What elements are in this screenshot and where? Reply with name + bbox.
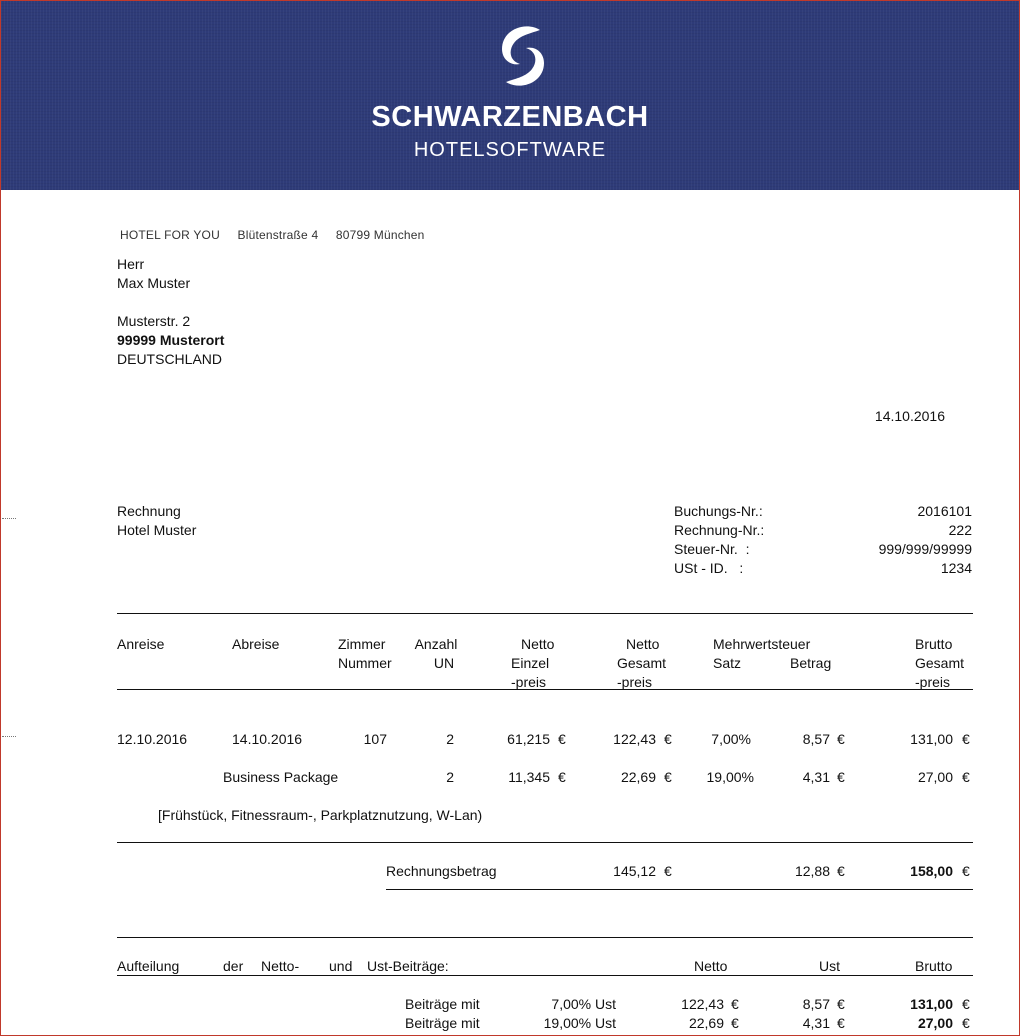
sender-hotel: HOTEL FOR YOU	[120, 228, 220, 242]
recipient-salutation: Herr	[117, 256, 145, 272]
sender-street: Blütenstraße 4	[237, 228, 319, 242]
table-top-rule	[117, 613, 973, 614]
header-arrival: Anreise	[117, 636, 165, 652]
breakdown-heading: der	[223, 958, 244, 974]
header-vat: Mehrwertsteuer	[713, 636, 811, 652]
table-header-rule	[117, 689, 973, 690]
currency-symbol: €	[664, 769, 672, 785]
header-gross: Brutto	[915, 636, 953, 652]
total-net: 145,12	[613, 863, 656, 879]
swirl-logo-icon	[496, 23, 550, 89]
meta-value: 222	[948, 522, 972, 538]
currency-symbol: €	[837, 996, 845, 1012]
recipient-city: 99999 Musterort	[117, 332, 225, 348]
row-room: 107	[363, 731, 387, 747]
row-net-unit: 11,345	[508, 769, 550, 785]
currency-symbol: €	[731, 1015, 739, 1031]
breakdown-header-gross: Brutto	[915, 958, 953, 974]
row-net-unit: 61,215	[507, 731, 550, 747]
breakdown-label: Beiträge mit	[405, 996, 480, 1012]
row-vat-amount: 4,31	[802, 769, 830, 785]
meta-value: 1234	[940, 560, 972, 576]
meta-value: 2016101	[917, 503, 972, 519]
breakdown-heading: Netto-	[261, 958, 300, 974]
total-vat: 12,88	[794, 863, 830, 879]
invoice-hotel: Hotel Muster	[117, 522, 197, 538]
sender-line	[120, 227, 439, 244]
breakdown-vat: 4,31	[802, 1015, 830, 1031]
fold-mark	[2, 736, 16, 737]
breakdown-heading: und	[329, 958, 353, 974]
breakdown-rate: 7,00% Ust	[551, 996, 616, 1012]
currency-symbol: €	[731, 996, 739, 1012]
currency-symbol: €	[962, 731, 970, 747]
header-gross: -preis	[915, 674, 951, 690]
header-vat-rate: Satz	[713, 655, 742, 671]
breakdown-rate: 19,00% Ust	[543, 1015, 616, 1031]
row-arrival: 12.10.2016	[117, 731, 188, 747]
header-departure: Abreise	[232, 636, 280, 652]
currency-symbol: €	[837, 863, 845, 879]
meta-label: Rechnung-Nr.:	[674, 522, 765, 538]
row-gross: 27,00	[917, 769, 953, 785]
breakdown-gross: 131,00	[910, 996, 953, 1012]
currency-symbol: €	[837, 731, 845, 747]
header-net-total: Netto	[626, 636, 660, 652]
header-count: Anzahl	[414, 636, 458, 652]
header-vat-amount: Betrag	[790, 655, 832, 671]
header-banner	[1, 1, 1019, 190]
meta-label: USt - ID. :	[674, 560, 744, 576]
brand-name: SCHWARZENBACH	[371, 101, 649, 133]
breakdown-header-rule	[117, 975, 973, 976]
breakdown-heading: Ust-Beiträge:	[367, 958, 449, 974]
recipient-country: DEUTSCHLAND	[117, 351, 223, 367]
currency-symbol: €	[664, 863, 672, 879]
breakdown-header-net: Netto	[694, 958, 728, 974]
breakdown-gross: 27,00	[917, 1015, 953, 1031]
invoice-date: 14.10.2016	[874, 408, 945, 424]
currency-symbol: €	[962, 769, 970, 785]
header-net-total: -preis	[617, 674, 653, 690]
row-vat-rate: 7,00%	[711, 731, 751, 747]
header-net-unit: -preis	[511, 674, 547, 690]
breakdown-net: 22,69	[688, 1015, 724, 1031]
total-rule	[386, 889, 973, 890]
meta-label: Steuer-Nr. :	[674, 541, 750, 557]
invoice-title: Rechnung	[117, 503, 181, 519]
header-room: Zimmer	[338, 636, 386, 652]
currency-symbol: €	[664, 731, 672, 747]
currency-symbol: €	[962, 1015, 970, 1031]
package-note: [Frühstück, Fitnessraum-, Parkplatznutzung, W-Lan)	[158, 807, 483, 823]
breakdown-heading: Aufteilung	[117, 958, 180, 974]
currency-symbol: €	[837, 1015, 845, 1031]
currency-symbol: €	[837, 769, 845, 785]
row-count: 2	[446, 731, 454, 747]
header-room: Nummer	[338, 655, 392, 671]
header-count: UN	[433, 655, 455, 671]
brand-subtitle: HOTELSOFTWARE	[413, 139, 607, 161]
recipient-name: Max Muster	[117, 275, 191, 291]
row-vat-amount: 8,57	[802, 731, 830, 747]
fold-mark	[2, 518, 16, 519]
currency-symbol: €	[962, 996, 970, 1012]
breakdown-label: Beiträge mit	[405, 1015, 480, 1031]
currency-symbol: €	[558, 731, 566, 747]
table-body-rule	[117, 842, 973, 843]
breakdown-vat: 8,57	[802, 996, 830, 1012]
meta-value: 999/999/99999	[878, 541, 972, 557]
currency-symbol: €	[558, 769, 566, 785]
row-net-total: 122,43	[613, 731, 656, 747]
breakdown-top-rule	[117, 937, 973, 938]
row-net-total: 22,69	[620, 769, 656, 785]
row-gross: 131,00	[910, 731, 953, 747]
breakdown-header-vat: Ust	[819, 958, 840, 974]
breakdown-net: 122,43	[681, 996, 724, 1012]
currency-symbol: €	[962, 863, 970, 879]
row-departure: 14.10.2016	[232, 731, 303, 747]
meta-label: Buchungs-Nr.:	[674, 503, 763, 519]
row-description: Business Package	[223, 769, 339, 785]
header-net-unit: Netto	[521, 636, 555, 652]
header-net-total: Gesamt	[617, 655, 667, 671]
total-gross: 158,00	[910, 863, 953, 879]
total-label: Rechnungsbetrag	[386, 863, 497, 879]
row-count: 2	[446, 769, 454, 785]
header-gross: Gesamt	[915, 655, 965, 671]
recipient-street: Musterstr. 2	[117, 313, 191, 329]
sender-city: 80799 München	[335, 228, 425, 242]
row-vat-rate: 19,00%	[706, 769, 754, 785]
header-net-unit: Einzel	[511, 655, 550, 671]
